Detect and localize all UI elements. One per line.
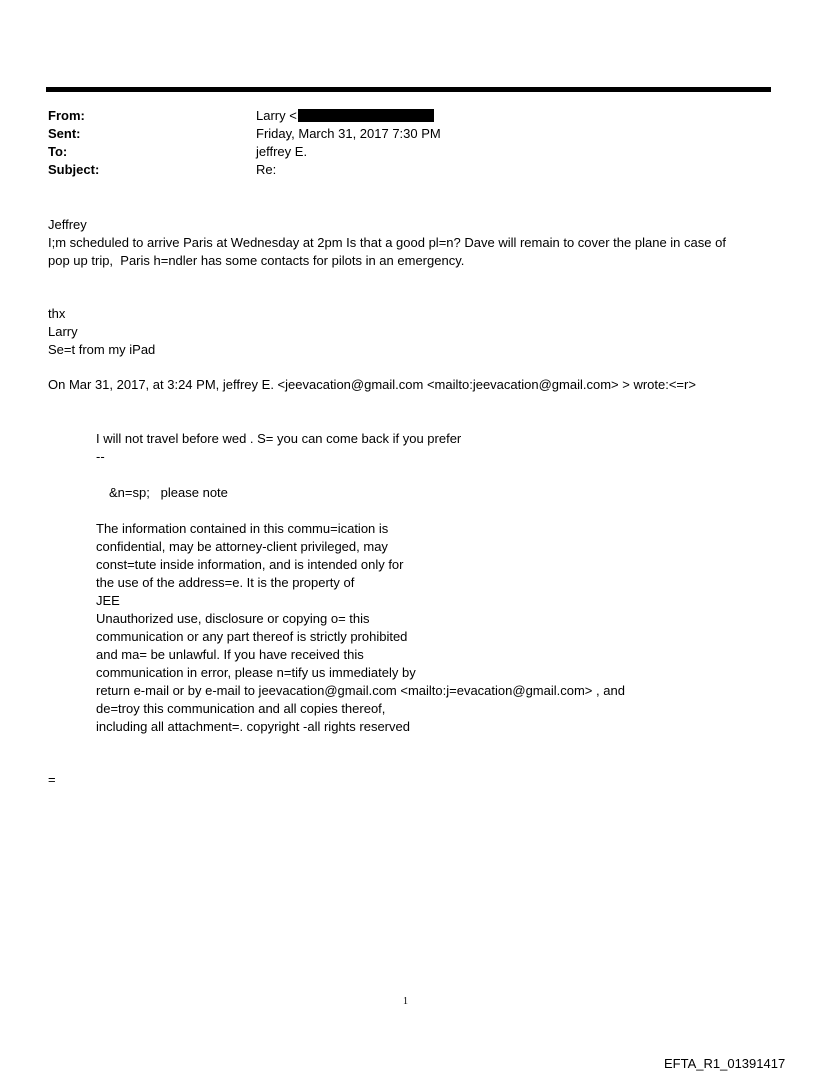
quote-intro: On Mar 31, 2017, at 3:24 PM, jeffrey E. <jeevacation@gmail.com <mailto:jeevacation@gmail.com> > wrote:<=r> (48, 377, 696, 392)
disclaimer-line: confidential, may be attorney-client privileged, may (96, 539, 388, 554)
disclaimer-line: const=tute inside information, and is intended only for (96, 557, 404, 572)
subject-value: Re: (256, 162, 277, 177)
quoted-dashes: -- (96, 449, 105, 464)
disclaimer-line: including all attachment=. copyright -all rights reserved (96, 719, 410, 734)
body-line-2: pop up trip, Paris h=ndler has some contacts for pilots in an emergency. (48, 253, 465, 268)
from-value (256, 107, 434, 125)
sent-from-text: Se=t from my iPad (48, 342, 156, 357)
disclaimer-line: communication in error, please n=tify us immediately by (96, 665, 416, 680)
disclaimer-line: communication or any part thereof is strictly prohibited (96, 629, 408, 644)
sent-value: Friday, March 31, 2017 7:30 PM (256, 126, 441, 141)
sent-label: Sent: (48, 126, 81, 141)
trailing-equals: = (48, 772, 56, 787)
disclaimer-line: JEE (96, 593, 120, 608)
to-value: jeffrey E. (256, 144, 308, 159)
body-line-1: I;m scheduled to arrive Paris at Wednesday at 2pm Is that a good pl=n? Dave will remain to cover the plane in case of (48, 235, 726, 250)
subject-label: Subject: (48, 162, 100, 177)
to-label: To: (48, 144, 68, 159)
quoted-note: &n=sp; please note (109, 485, 228, 500)
quoted-line-1: I will not travel before wed . S= you can come back if you prefer (96, 431, 462, 446)
disclaimer-line: return e-mail or by e-mail to jeevacation@gmail.com <mailto:j=evacation@gmail.com> , and (96, 683, 625, 698)
disclaimer-line: de=troy this communication and all copies thereof, (96, 701, 386, 716)
thx-text: thx (48, 306, 66, 321)
disclaimer-line: Unauthorized use, disclosure or copying o= this (96, 611, 370, 626)
page-number: 1 (403, 996, 408, 1007)
disclaimer-line: The information contained in this commu=ication is (96, 521, 389, 536)
document-id: EFTA_R1_01391417 (664, 1056, 786, 1071)
signature: Larry (48, 324, 78, 339)
top-rule (46, 87, 771, 92)
from-label: From: (48, 108, 85, 123)
from-name: Larry < (256, 108, 297, 123)
disclaimer-line: the use of the address=e. It is the property of (96, 575, 355, 590)
disclaimer-line: and ma= be unlawful. If you have received this (96, 647, 364, 662)
greeting: Jeffrey (48, 217, 87, 232)
redaction-box (298, 109, 434, 122)
